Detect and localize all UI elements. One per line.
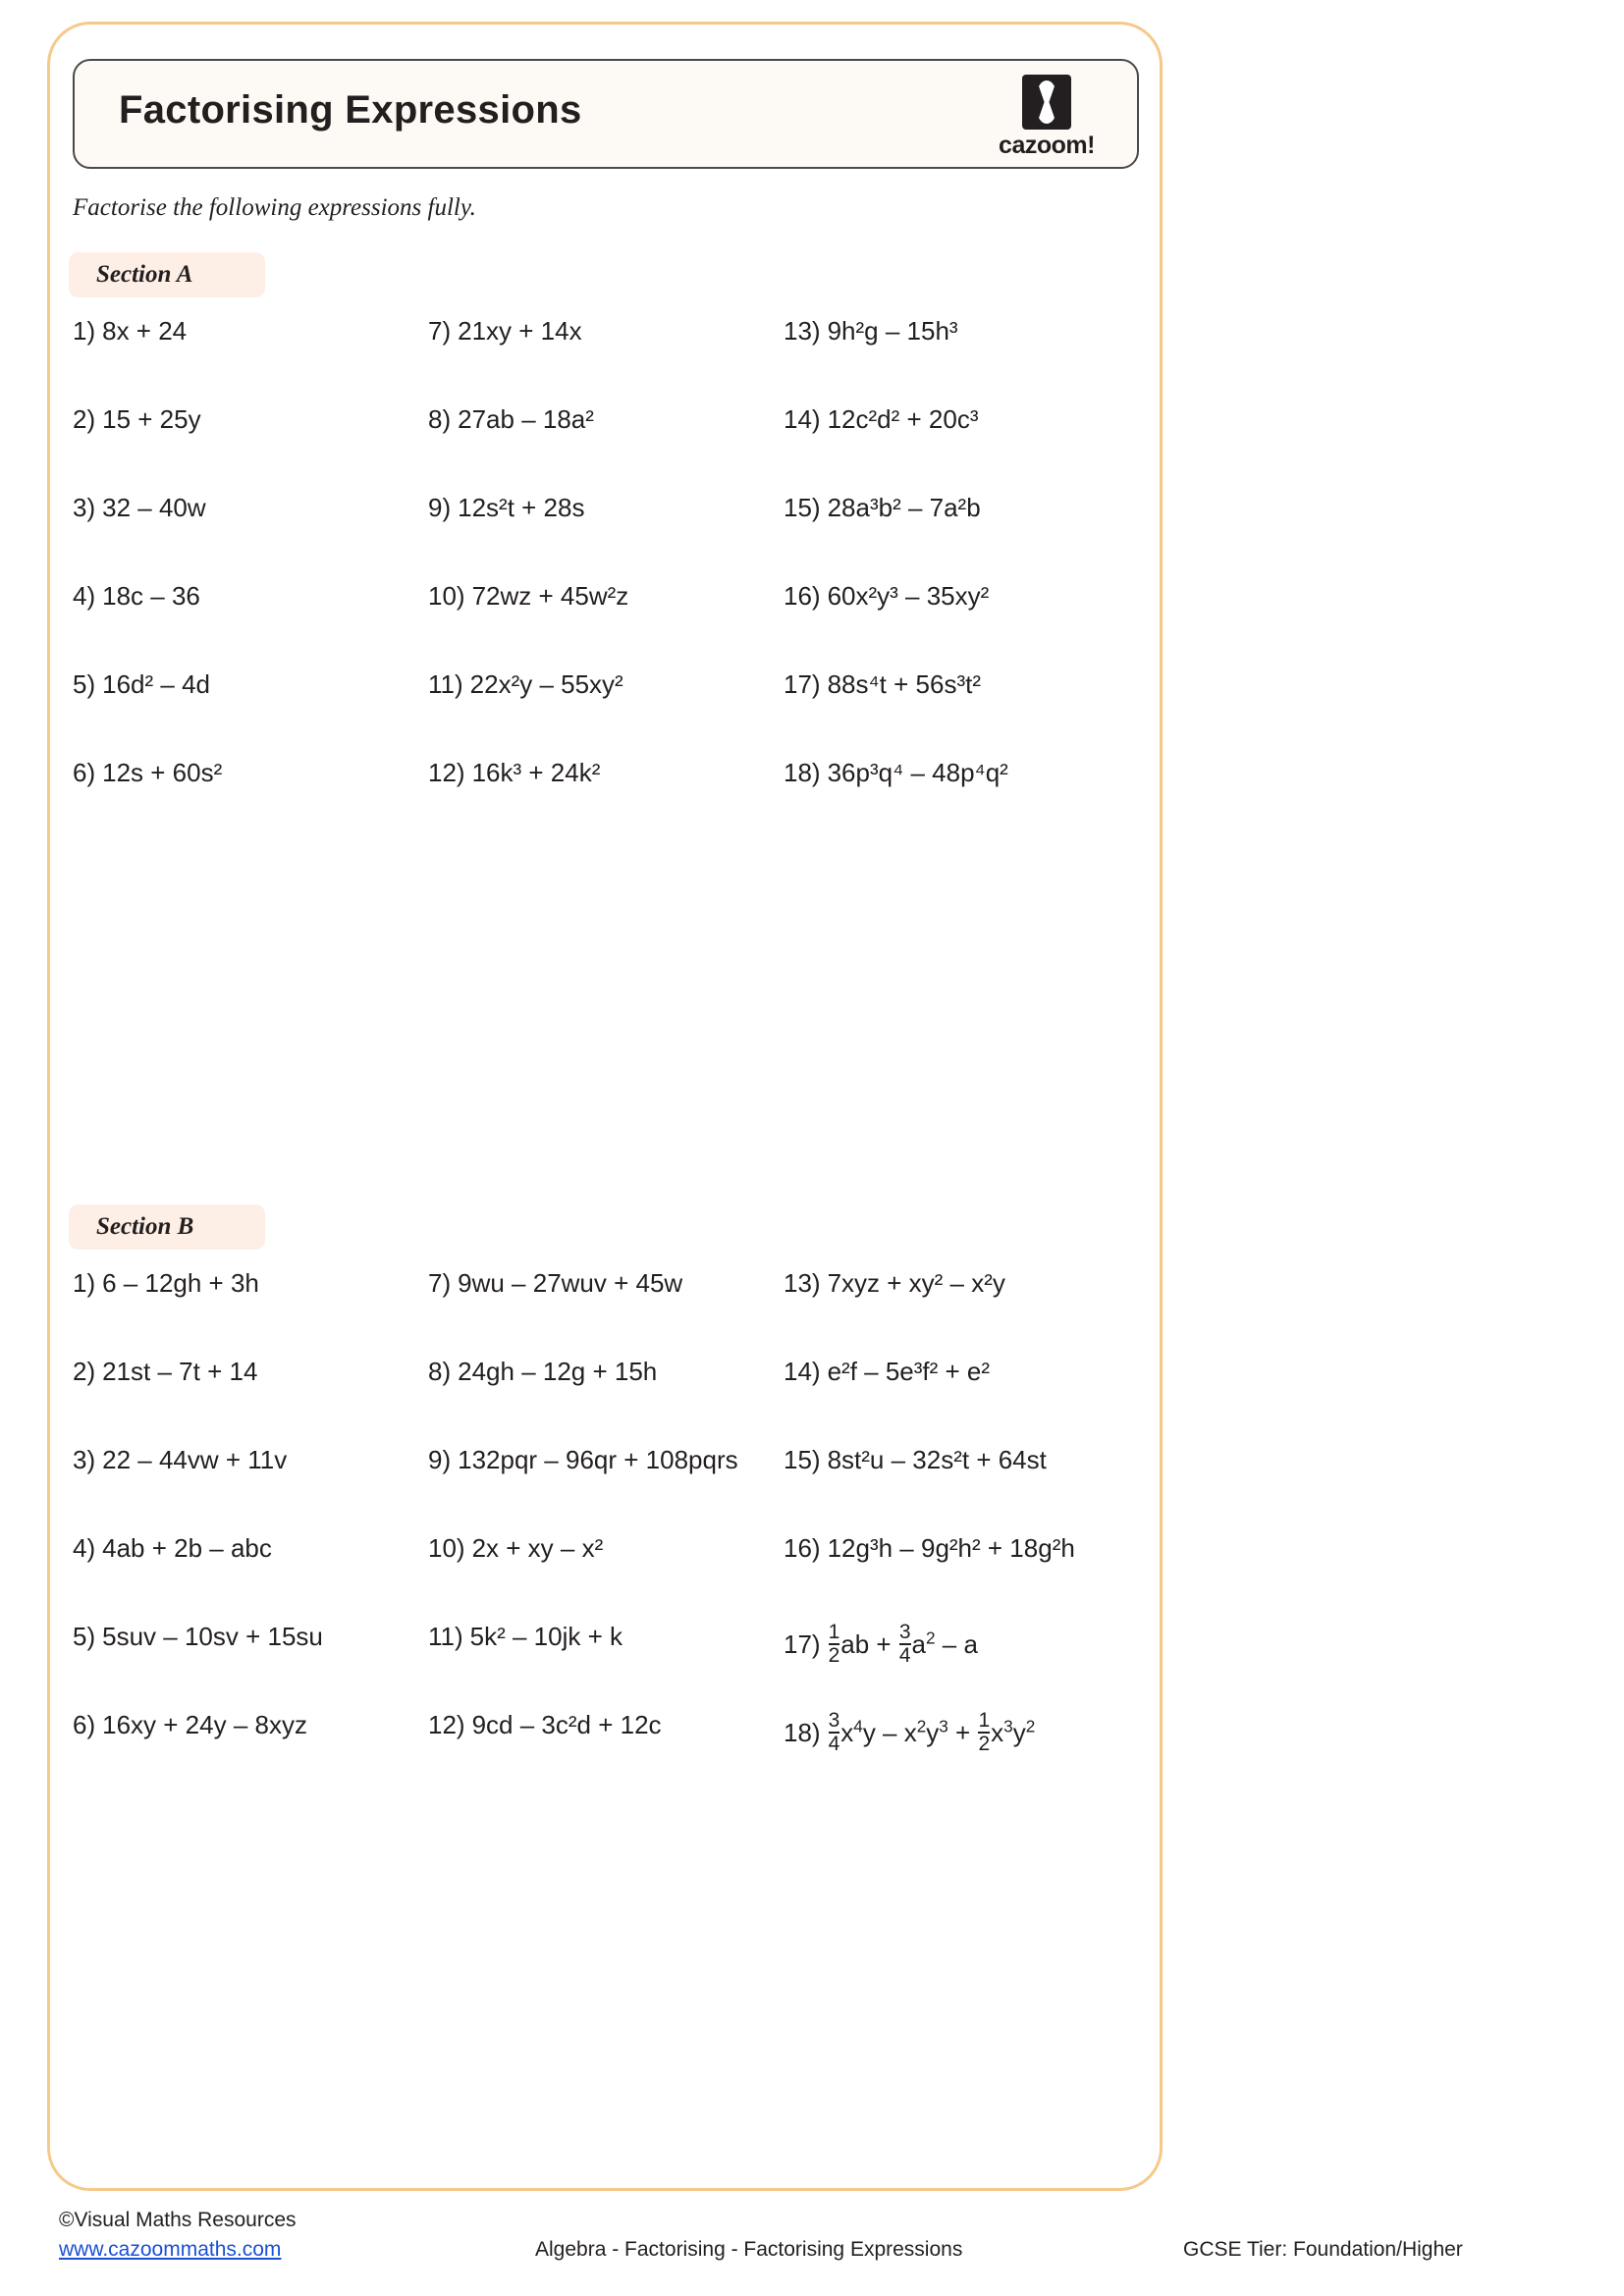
question-expression: 9h²g – 15h³: [827, 316, 958, 346]
question-item: [428, 1357, 782, 1445]
question-number: 13): [784, 316, 821, 346]
question-expression: 7xyz + xy² – x²y: [827, 1268, 1005, 1298]
question-number: 13): [784, 1268, 821, 1298]
question-expression: 16k³ + 24k²: [471, 758, 601, 787]
question-number: 8): [428, 404, 452, 434]
question-item: [428, 1445, 782, 1533]
question-number: 1): [73, 316, 96, 346]
brand-logo-text: cazoom!: [999, 132, 1095, 159]
footer-topic: Algebra - Factorising - Factorising Expressions: [535, 2238, 963, 2261]
question-item: [73, 1268, 426, 1357]
question-expression: 12s²t + 28s: [458, 493, 585, 522]
question-item: [784, 404, 1137, 493]
question-item: [73, 493, 426, 581]
question-item: [73, 404, 426, 493]
question-number: 2): [73, 404, 96, 434]
question-expression: 8st²u – 32s²t + 64st: [827, 1445, 1047, 1474]
question-expression: 21st – 7t + 14: [102, 1357, 258, 1386]
question-number: 11): [428, 669, 463, 699]
question-expression: 22x²y – 55xy²: [469, 669, 623, 699]
question-number: 8): [428, 1357, 452, 1386]
question-number: 15): [784, 1445, 821, 1474]
question-number: 3): [73, 493, 96, 522]
section-b-label: Section B: [96, 1213, 194, 1240]
question-item: [784, 758, 1137, 846]
instruction-text: Factorise the following expressions fully.: [73, 194, 476, 221]
title-bar: [73, 59, 1139, 169]
question-number: 6): [73, 758, 96, 787]
question-item: [784, 669, 1137, 758]
question-expression: 4ab + 2b – abc: [102, 1533, 272, 1563]
question-item: [428, 1622, 782, 1710]
question-item: [428, 493, 782, 581]
question-number: 14): [784, 1357, 821, 1386]
question-item: [784, 1357, 1137, 1445]
question-item: [428, 669, 782, 758]
question-item: [428, 1268, 782, 1357]
question-expression: 21xy + 14x: [458, 316, 582, 346]
question-expression: 12g³h – 9g²h² + 18g²h: [827, 1533, 1075, 1563]
section-b-column-3: [784, 1268, 1137, 1798]
footer-copyright: ©Visual Maths Resources: [59, 2209, 297, 2231]
question-item: [73, 1445, 426, 1533]
question-expression: 9cd – 3c²d + 12c: [471, 1710, 662, 1739]
question-expression: 18c – 36: [102, 581, 200, 611]
question-number: 7): [428, 1268, 452, 1298]
question-item: [73, 1622, 426, 1710]
footer-tier: GCSE Tier: Foundation/Higher: [1183, 2238, 1463, 2261]
question-item: [428, 581, 782, 669]
question-number: 9): [428, 493, 452, 522]
question-item: [73, 1533, 426, 1622]
question-number: 18): [784, 758, 821, 787]
question-item: [73, 758, 426, 846]
question-item: [428, 316, 782, 404]
section-b-column-2: [428, 1268, 782, 1798]
question-expression: 16d² – 4d: [102, 669, 210, 699]
question-expression: 6 – 12gh + 3h: [102, 1268, 259, 1298]
question-expression: 2x + xy – x²: [471, 1533, 604, 1563]
question-item: [73, 1710, 426, 1798]
question-expression: 27ab – 18a²: [458, 404, 594, 434]
question-number: 4): [73, 1533, 96, 1563]
question-item: [428, 1710, 782, 1798]
question-expression: 22 – 44vw + 11v: [102, 1445, 288, 1474]
question-item: [784, 1533, 1137, 1622]
question-item: [428, 1533, 782, 1622]
question-expression: 32 – 40w: [102, 493, 206, 522]
question-number: 10): [428, 581, 465, 611]
question-item: [73, 581, 426, 669]
section-a-header: [69, 252, 265, 297]
question-number: 5): [73, 669, 96, 699]
question-expression: $\frac{1}{2}$ ab + $\frac{3}{4}$ $a^2$ – a: [828, 1621, 978, 1668]
question-number: 14): [784, 404, 821, 434]
question-number: 3): [73, 1445, 96, 1474]
question-number: 15): [784, 493, 821, 522]
question-expression: e²f – 5e³f² + e²: [827, 1357, 991, 1386]
fraction-three-quarters: $\frac{3}{4}$: [898, 1621, 911, 1668]
question-item: [784, 581, 1137, 669]
question-expression: 60x²y³ – 35xy²: [827, 581, 990, 611]
fraction-half: $\frac{1}{2}$: [978, 1709, 991, 1756]
question-expression: 5k² – 10jk + k: [469, 1622, 623, 1651]
question-item: [428, 404, 782, 493]
question-expression: 12c²d² + 20c³: [827, 404, 979, 434]
section-b-header: [69, 1204, 265, 1250]
worksheet-content: [47, 22, 1163, 2191]
question-item: [784, 1268, 1137, 1357]
question-expression: 16xy + 24y – 8xyz: [102, 1710, 307, 1739]
section-a-column-2: [428, 316, 782, 846]
question-item: [784, 316, 1137, 404]
question-expression: 8x + 24: [102, 316, 188, 346]
page-title: Factorising Expressions: [119, 88, 582, 132]
question-number: 1): [73, 1268, 96, 1298]
question-number: 6): [73, 1710, 96, 1739]
cazoom-hourglass-icon: [1022, 75, 1071, 130]
question-item: [784, 493, 1137, 581]
page-footer: [0, 2209, 1624, 2287]
question-number: 4): [73, 581, 96, 611]
question-item: [784, 1622, 1137, 1710]
question-item: [73, 316, 426, 404]
question-expression: 15 + 25y: [102, 404, 201, 434]
question-number: 16): [784, 1533, 821, 1563]
section-a-column-1: [73, 316, 426, 846]
question-number: 12): [428, 758, 465, 787]
question-number: 11): [428, 1622, 463, 1651]
question-expression: 72wz + 45w²z: [471, 581, 629, 611]
section-b-column-1: [73, 1268, 426, 1798]
question-expression: 28a³b² – 7a²b: [827, 493, 981, 522]
question-number: 17): [784, 669, 821, 699]
question-item: [73, 1357, 426, 1445]
question-number: 18): [784, 1717, 821, 1747]
question-expression: 36p³q⁴ – 48p⁴q²: [827, 758, 1008, 787]
question-number: 12): [428, 1710, 465, 1739]
fraction-three-quarters: $\frac{3}{4}$: [828, 1709, 840, 1756]
question-item: [784, 1445, 1137, 1533]
section-a-column-3: [784, 316, 1137, 846]
question-item: [784, 1710, 1137, 1798]
brand-logo: [978, 73, 1115, 163]
question-expression: 24gh – 12g + 15h: [458, 1357, 658, 1386]
question-number: 10): [428, 1533, 465, 1563]
question-number: 5): [73, 1622, 96, 1651]
question-expression: 132pqr – 96qr + 108pqrs: [458, 1445, 738, 1474]
fraction-half: $\frac{1}{2}$: [828, 1621, 840, 1668]
question-expression: 12s + 60s²: [102, 758, 223, 787]
question-number: 2): [73, 1357, 96, 1386]
question-expression: 88s⁴t + 56s³t²: [827, 669, 981, 699]
question-number: 9): [428, 1445, 452, 1474]
question-expression: 9wu – 27wuv + 45w: [458, 1268, 683, 1298]
question-number: 17): [784, 1629, 821, 1659]
question-number: 7): [428, 316, 452, 346]
footer-website-link[interactable]: www.cazoommaths.com: [59, 2238, 282, 2261]
section-a-label: Section A: [96, 261, 193, 288]
question-expression: $\frac{3}{4}$ $x^4y - x^2y^3$ + $\frac{1}{2}$ $x^3y^2$: [828, 1709, 1036, 1756]
question-item: [428, 758, 782, 846]
question-number: 16): [784, 581, 821, 611]
question-expression: 5suv – 10sv + 15su: [102, 1622, 323, 1651]
question-item: [73, 669, 426, 758]
